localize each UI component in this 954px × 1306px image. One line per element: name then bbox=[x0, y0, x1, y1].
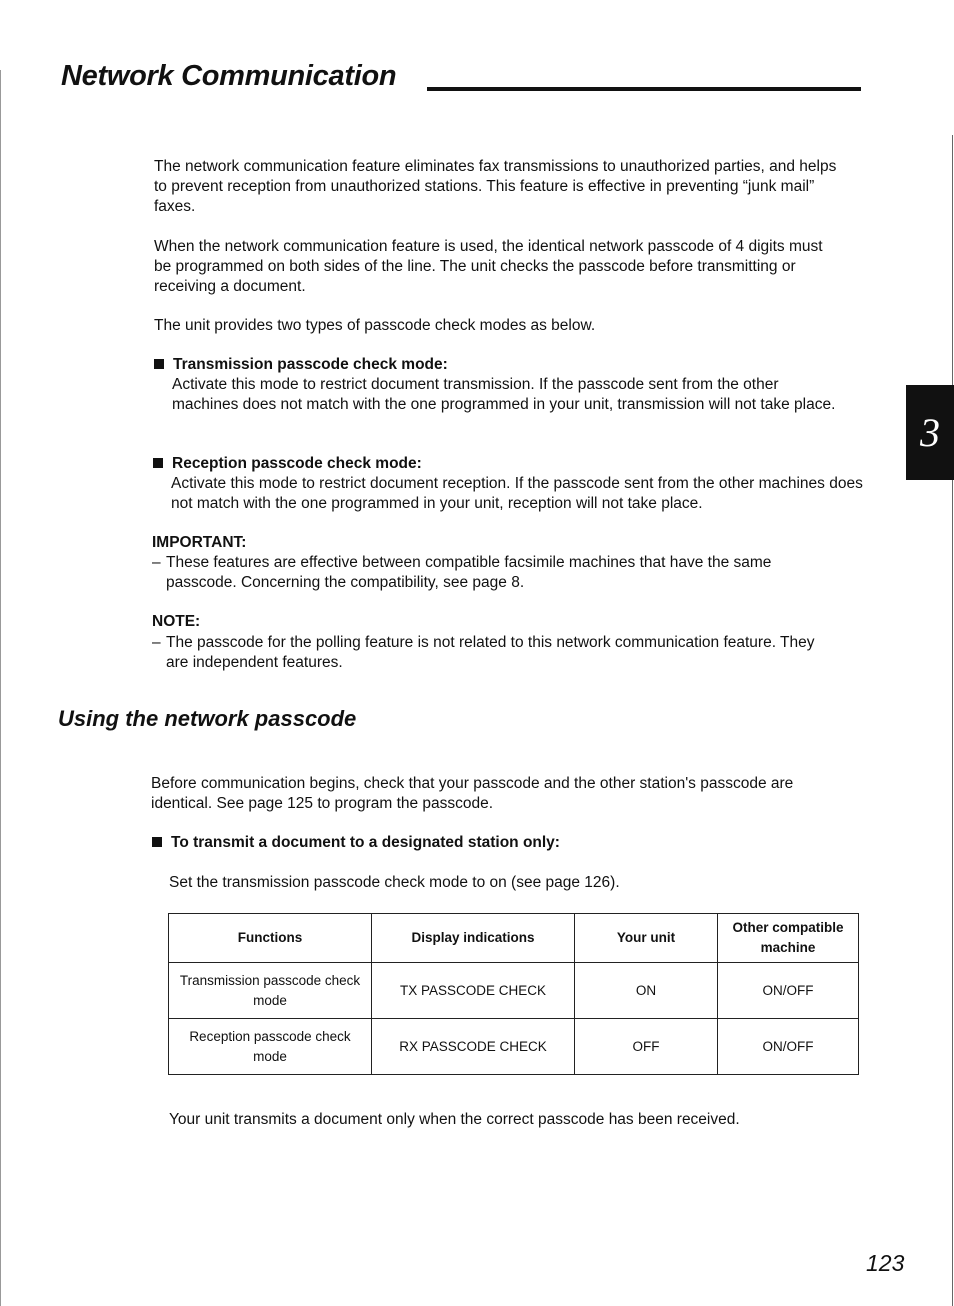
section-footer: Your unit transmits a document only when the correct passcode has been received. bbox=[169, 1111, 740, 1128]
header-your-unit: Your unit bbox=[575, 914, 718, 963]
cell-display: TX PASSCODE CHECK bbox=[372, 963, 575, 1019]
mode-heading-text: Transmission passcode check mode: bbox=[173, 356, 448, 373]
subheading-text: To transmit a document to a designated station only: bbox=[171, 834, 560, 851]
intro-paragraph-1: The network communication feature eliminates fax transmissions to unauthorized parties, and helps to prevent reception from unauthorized stations. This feature is effective in preventing “junk mail” faxes. bbox=[154, 158, 837, 215]
cell-other: ON/OFF bbox=[718, 1019, 859, 1075]
bullet-square-icon bbox=[153, 458, 163, 468]
table-row bbox=[169, 963, 859, 1019]
page-title: Network Communication bbox=[61, 60, 397, 92]
section-intro: Before communication begins, check that your passcode and the other station's passcode are identical. See page 125 to program the passcode. bbox=[151, 775, 794, 812]
mode-text-transmission: Activate this mode to restrict document transmission. If the passcode sent from the other machines does not match with the one programmed in your unit, transmission will not take place. bbox=[172, 376, 836, 413]
header-other-machine: Other compatible machine bbox=[718, 914, 859, 963]
section-title: Using the network passcode bbox=[58, 706, 357, 731]
dash: – bbox=[152, 554, 161, 571]
passcode-table bbox=[168, 913, 859, 1075]
cell-your-unit: ON bbox=[575, 963, 718, 1019]
title-rule bbox=[427, 87, 861, 91]
table-header-row bbox=[169, 914, 859, 963]
intro-paragraph-3: The unit provides two types of passcode check modes as below. bbox=[154, 317, 596, 334]
mode-heading-text: Reception passcode check mode: bbox=[172, 455, 422, 472]
header-display: Display indications bbox=[372, 914, 575, 963]
page-edge-left bbox=[0, 70, 1, 1306]
important-label: IMPORTANT: bbox=[152, 534, 247, 551]
chapter-tab: 3 bbox=[906, 385, 954, 480]
page-number: 123 bbox=[866, 1250, 905, 1276]
note-text bbox=[152, 633, 836, 673]
important-text bbox=[152, 553, 826, 593]
header-functions: Functions bbox=[169, 914, 372, 963]
cell-function: Transmission passcode check mode bbox=[169, 963, 372, 1019]
cell-display: RX PASSCODE CHECK bbox=[372, 1019, 575, 1075]
mode-text-reception: Activate this mode to restrict document reception. If the passcode sent from the other machines does not match with the one programmed in your unit, reception will not take place. bbox=[171, 475, 863, 512]
cell-your-unit: OFF bbox=[575, 1019, 718, 1075]
cell-other: ON/OFF bbox=[718, 963, 859, 1019]
note-body: The passcode for the polling feature is not related to this network communication feature. They are independent features. bbox=[166, 634, 815, 671]
section-subheading bbox=[152, 833, 560, 853]
bullet-square-icon bbox=[154, 359, 164, 369]
page-edge-right bbox=[952, 135, 953, 1306]
important-body: These features are effective between compatible facsimile machines that have the same passcode. Concerning the compatibility, see page 8. bbox=[166, 554, 772, 591]
mode-heading-transmission bbox=[154, 355, 448, 375]
dash: – bbox=[152, 634, 161, 651]
bullet-square-icon bbox=[152, 837, 162, 847]
note-label: NOTE: bbox=[152, 613, 201, 630]
cell-function: Reception passcode check mode bbox=[169, 1019, 372, 1075]
section-instruction: Set the transmission passcode check mode to on (see page 126). bbox=[169, 874, 620, 891]
mode-heading-reception bbox=[153, 454, 422, 474]
table-row bbox=[169, 1019, 859, 1075]
intro-paragraph-2: When the network communication feature is used, the identical network passcode of 4 digits must be programmed on both sides of the line. The unit checks the passcode before transmitting or receiving a document. bbox=[154, 238, 823, 295]
